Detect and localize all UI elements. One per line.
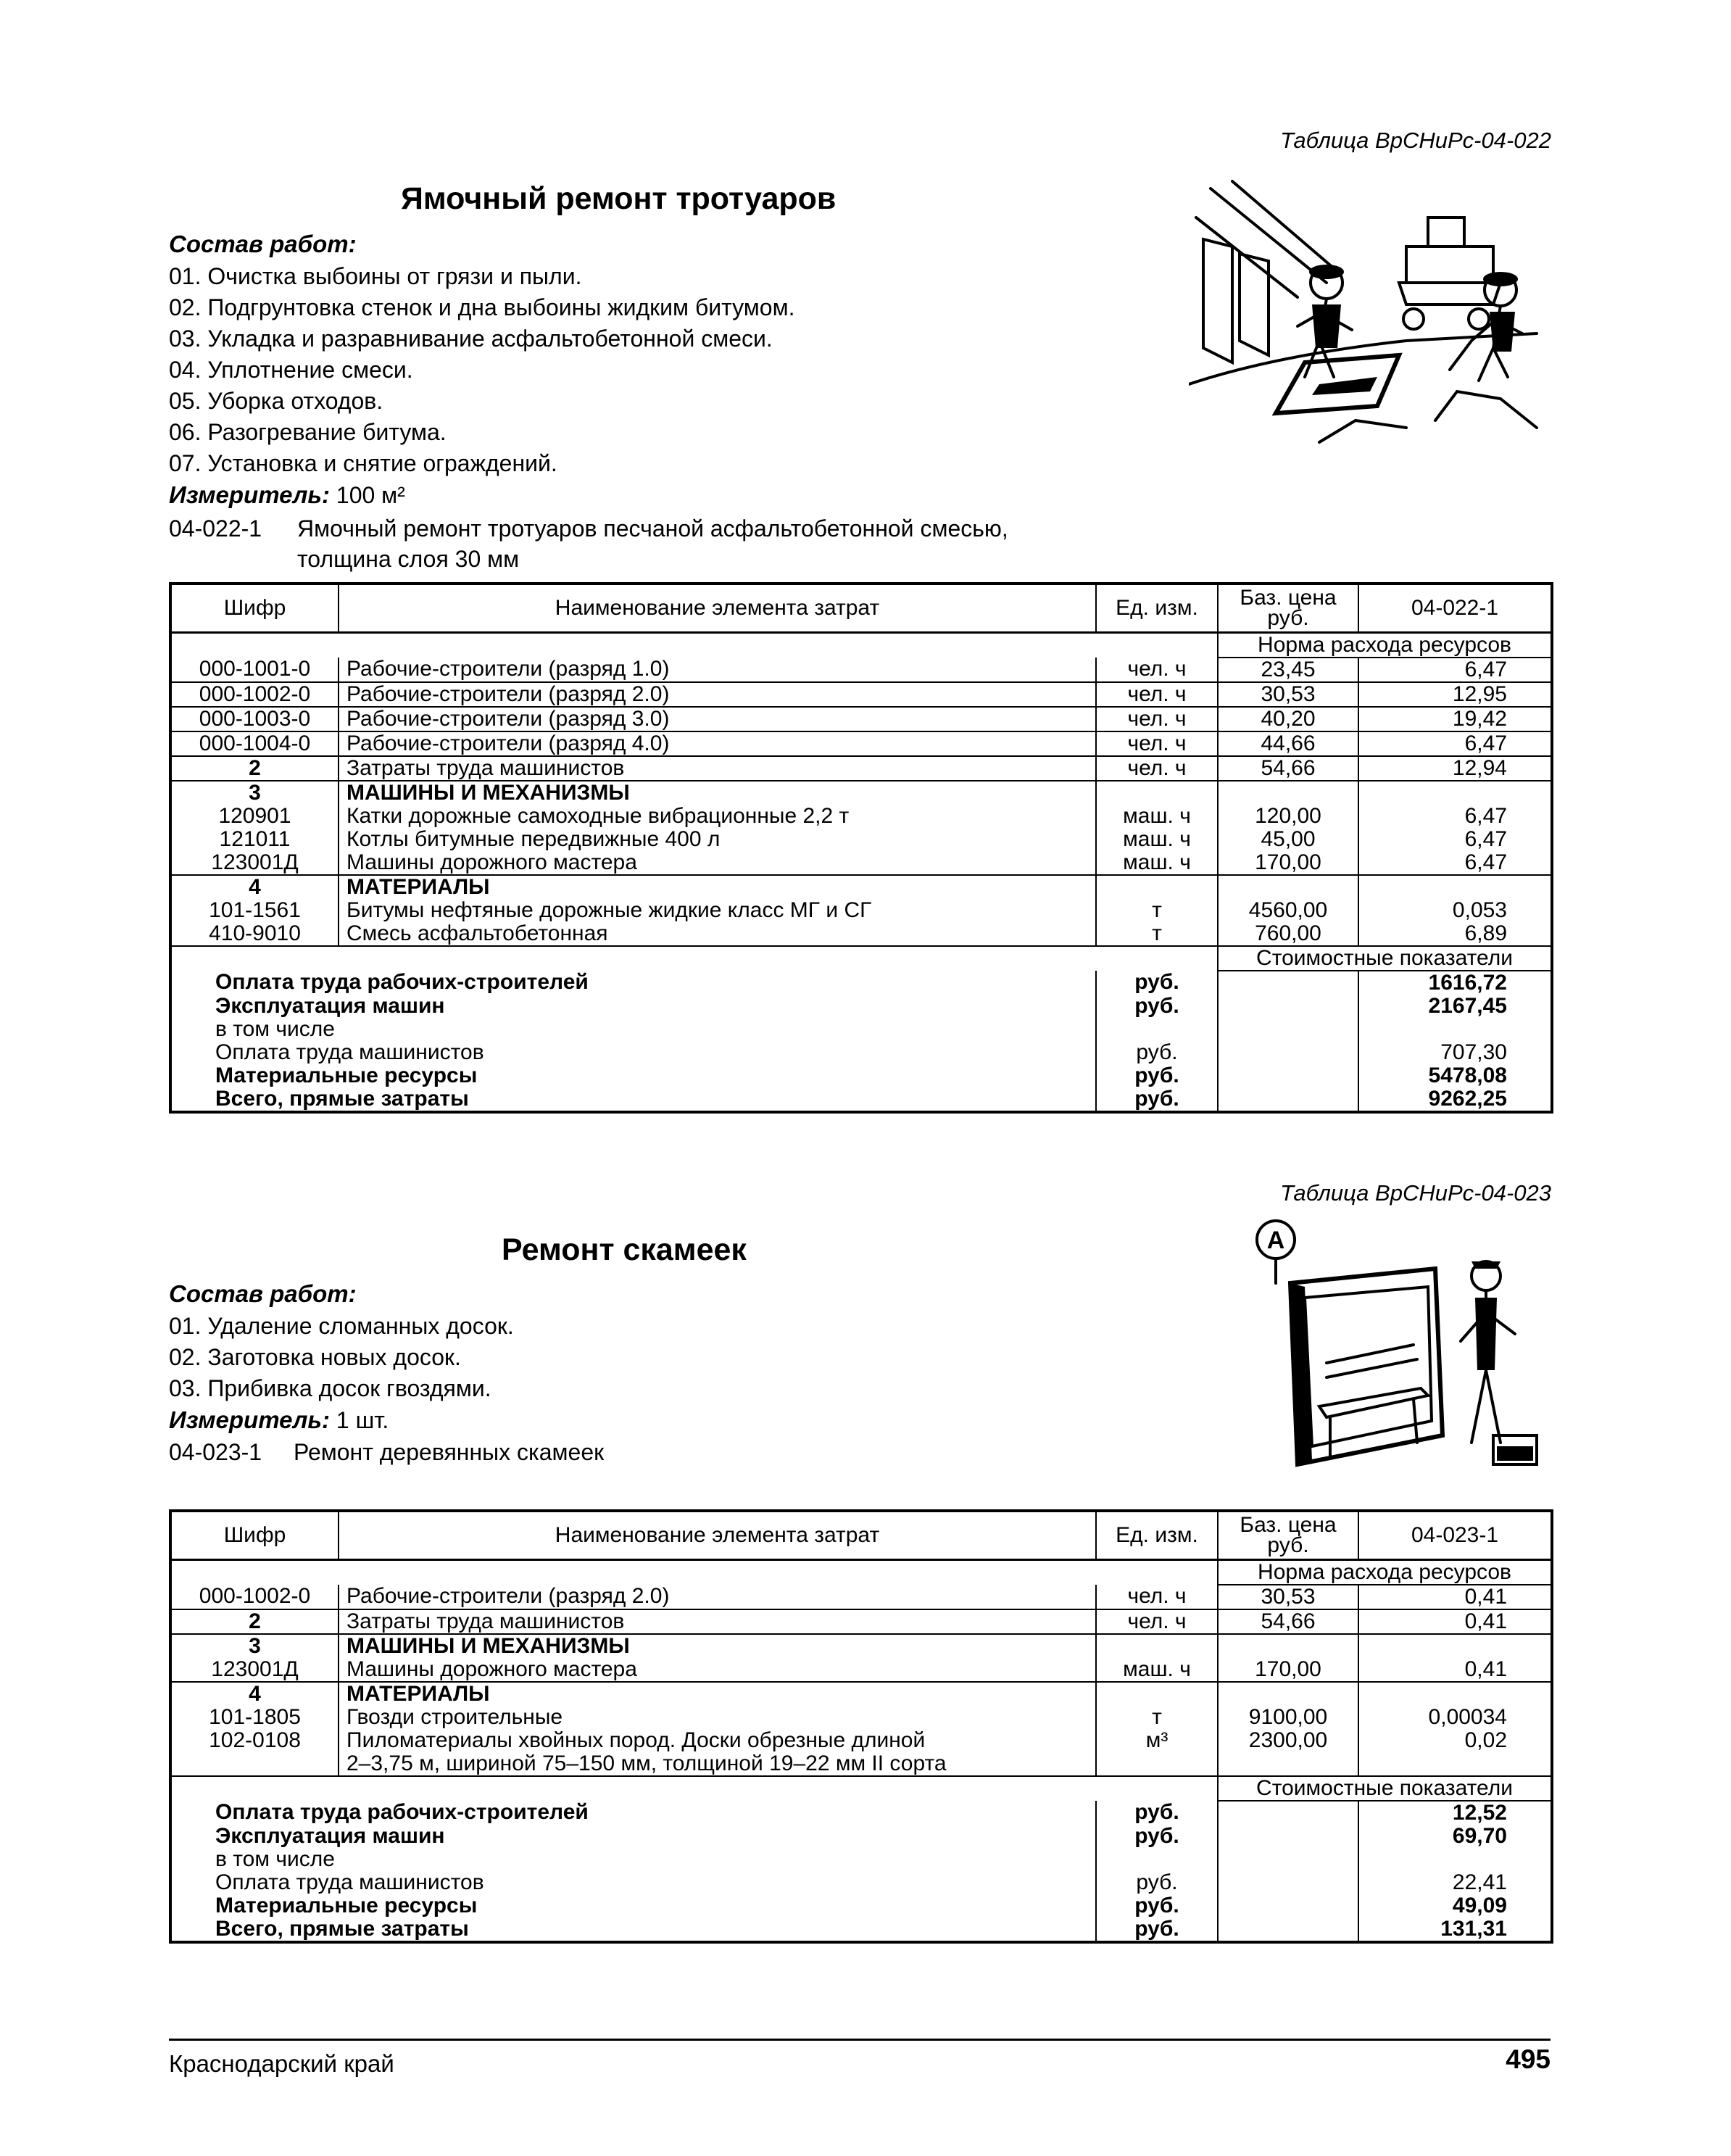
norm-label: Норма расхода ресурсов: [1218, 633, 1552, 658]
works-label-2: Состав работ:: [169, 1280, 357, 1307]
section-title-2: Ремонт скамеек: [502, 1232, 747, 1267]
measure-label: Измеритель:: [169, 1406, 330, 1433]
norm-label: Норма расхода ресурсов: [1218, 1560, 1552, 1585]
table-row: 410-9010 Смесь асфальтобетонная т 760,00 6,89: [170, 922, 1552, 946]
table-row: 3 МАШИНЫ И МЕХАНИЗМЫ: [170, 781, 1552, 805]
work-item: 06. Разогревание битума.: [169, 419, 447, 445]
cost-row: в том числе: [170, 1018, 1552, 1041]
measure-2: [169, 1406, 389, 1434]
work-item: 01. Очистка выбоины от грязи и пыли.: [169, 263, 582, 289]
table-row: 000-1004-0 Рабочие-строители (разряд 4.0) чел. ч 44,66 6,47: [170, 731, 1552, 756]
cost-row: Оплата труда рабочих-строителей руб. 1616,72: [170, 971, 1552, 995]
figure-mark-a: A: [1266, 1227, 1285, 1254]
work-item: 02. Подгрунтовка стенок и дна выбоины жидким битумом.: [169, 294, 795, 320]
table-row: 101-1805 Гвозди строительные т 9100,00 0,00034: [170, 1706, 1552, 1729]
cost-row: Всего, прямые затраты руб. 9262,25: [170, 1087, 1552, 1112]
col-header-item: 04-023-1: [1358, 1511, 1552, 1560]
bench-repair-illustration: [1247, 1218, 1551, 1493]
measure-1: [169, 481, 405, 509]
table-caption-1: Таблица ВрСНиРс-04-022: [1280, 128, 1551, 153]
table-row: 123001Д Машины дорожного мастера маш. ч 170,00 0,41: [170, 1658, 1552, 1682]
col-header-code: Шифр: [170, 1511, 339, 1560]
col-header-unit: Ед. изм.: [1096, 1511, 1218, 1560]
cost-row: Оплата труда машинистов руб. 22,41: [170, 1871, 1552, 1894]
table-row: 2 Затраты труда машинистов чел. ч 54,66 12,94: [170, 756, 1552, 781]
table-row: 3 МАШИНЫ И МЕХАНИЗМЫ: [170, 1634, 1552, 1658]
resource-table-1: [169, 582, 1553, 1114]
cost-row: в том числе: [170, 1848, 1552, 1871]
work-item: 03. Укладка и разравнивание асфальтобетонной смеси.: [169, 326, 773, 352]
footer-rule: [169, 2039, 1551, 2041]
table-row: 101-1561 Битумы нефтяные дорожные жидкие класс МГ и СГ т 4560,00 0,053: [170, 899, 1552, 922]
norm-row: [170, 1560, 1552, 1585]
col-header-name: Наименование элемента затрат: [339, 1511, 1096, 1560]
cost-row: Эксплуатация машин руб. 2167,45: [170, 995, 1552, 1018]
footer-region: Краснодарский край: [169, 2050, 394, 2077]
work-item: 03. Прибивка досок гвоздями.: [169, 1375, 491, 1401]
works-list-2: [169, 1311, 514, 1404]
table-row: 000-1001-0 Рабочие-строители (разряд 1.0) чел. ч 23,45 6,47: [170, 658, 1552, 682]
table-row: 2 Затраты труда машинистов чел. ч 54,66 0,41: [170, 1609, 1552, 1634]
measure-value: 1 шт.: [336, 1407, 389, 1433]
table-row: 4 МАТЕРИАЛЫ: [170, 1682, 1552, 1706]
work-item: 05. Уборка отходов.: [169, 388, 383, 414]
item-code-1: 04-022-1: [169, 515, 262, 542]
col-header-price: Баз. цена руб.: [1218, 584, 1358, 633]
resource-table-2: [169, 1509, 1553, 1944]
work-item: 02. Заготовка новых досок.: [169, 1344, 461, 1370]
item-text-1b: толщина слоя 30 мм: [297, 546, 520, 572]
measure-value: 100 м²: [336, 482, 405, 508]
work-item: 07. Установка и снятие ограждений.: [169, 450, 557, 476]
table-header: [170, 584, 1552, 633]
cost-row: Материальные ресурсы руб. 5478,08: [170, 1064, 1552, 1087]
table-row: 102-0108 Пиломатериалы хвойных пород. Доски обрезные длиной м³ 2300,00 0,02: [170, 1729, 1552, 1752]
cost-row: Оплата труда рабочих-строителей руб. 12,52: [170, 1801, 1552, 1825]
work-item: 01. Удаление сломанных досок.: [169, 1313, 514, 1339]
col-header-unit: Ед. изм.: [1096, 584, 1218, 633]
table-row: 000-1002-0 Рабочие-строители (разряд 2.0) чел. ч 30,53 12,95: [170, 682, 1552, 707]
table-row: 123001Д Машины дорожного мастера маш. ч 170,00 6,47: [170, 851, 1552, 875]
table-row: 121011 Котлы битумные передвижные 400 л маш. ч 45,00 6,47: [170, 828, 1552, 851]
item-text-1a: Ямочный ремонт тротуаров песчаной асфальтобетонной смесью,: [297, 515, 1008, 542]
works-label-1: Состав работ:: [169, 231, 357, 257]
section-title-1: Ямочный ремонт тротуаров: [401, 181, 837, 216]
table-header: [170, 1511, 1552, 1560]
table-row: 120901 Катки дорожные самоходные вибрационные 2,2 т маш. ч 120,00 6,47: [170, 805, 1552, 828]
col-header-name: Наименование элемента затрат: [339, 584, 1096, 633]
item-text-2: Ремонт деревянных скамеек: [294, 1439, 605, 1465]
cost-row: Материальные ресурсы руб. 49,09: [170, 1894, 1552, 1917]
cost-row: Эксплуатация машин руб. 69,70: [170, 1825, 1552, 1848]
col-header-code: Шифр: [170, 584, 339, 633]
cost-row: Оплата труда машинистов руб. 707,30: [170, 1041, 1552, 1064]
table-row: 4 МАТЕРИАЛЫ: [170, 875, 1552, 899]
cost-header-row: [170, 1776, 1552, 1801]
measure-label: Измеритель:: [169, 481, 330, 508]
table-caption-2: Таблица ВрСНиРс-04-023: [1280, 1180, 1551, 1206]
col-header-item: 04-022-1: [1358, 584, 1552, 633]
cost-label: Стоимостные показатели: [1218, 946, 1552, 971]
work-item: 04. Уплотнение смеси.: [169, 357, 413, 383]
table-row: 000-1002-0 Рабочие-строители (разряд 2.0) чел. ч 30,53 0,41: [170, 1585, 1552, 1609]
cost-row: Всего, прямые затраты руб. 131,31: [170, 1917, 1552, 1942]
col-header-price: Баз. цена руб.: [1218, 1511, 1358, 1560]
item-code-2: 04-023-1: [169, 1439, 262, 1465]
norm-row: [170, 633, 1552, 658]
table-row: 2–3,75 м, шириной 75–150 мм, толщиной 19–22 мм II сорта: [170, 1752, 1552, 1776]
cost-header-row: [170, 946, 1552, 971]
page-number: 495: [1506, 2044, 1551, 2074]
cost-label: Стоимостные показатели: [1218, 1776, 1552, 1801]
road-repair-illustration: [1189, 174, 1551, 449]
works-list-1: [169, 261, 794, 479]
table-row: 000-1003-0 Рабочие-строители (разряд 3.0) чел. ч 40,20 19,42: [170, 707, 1552, 731]
